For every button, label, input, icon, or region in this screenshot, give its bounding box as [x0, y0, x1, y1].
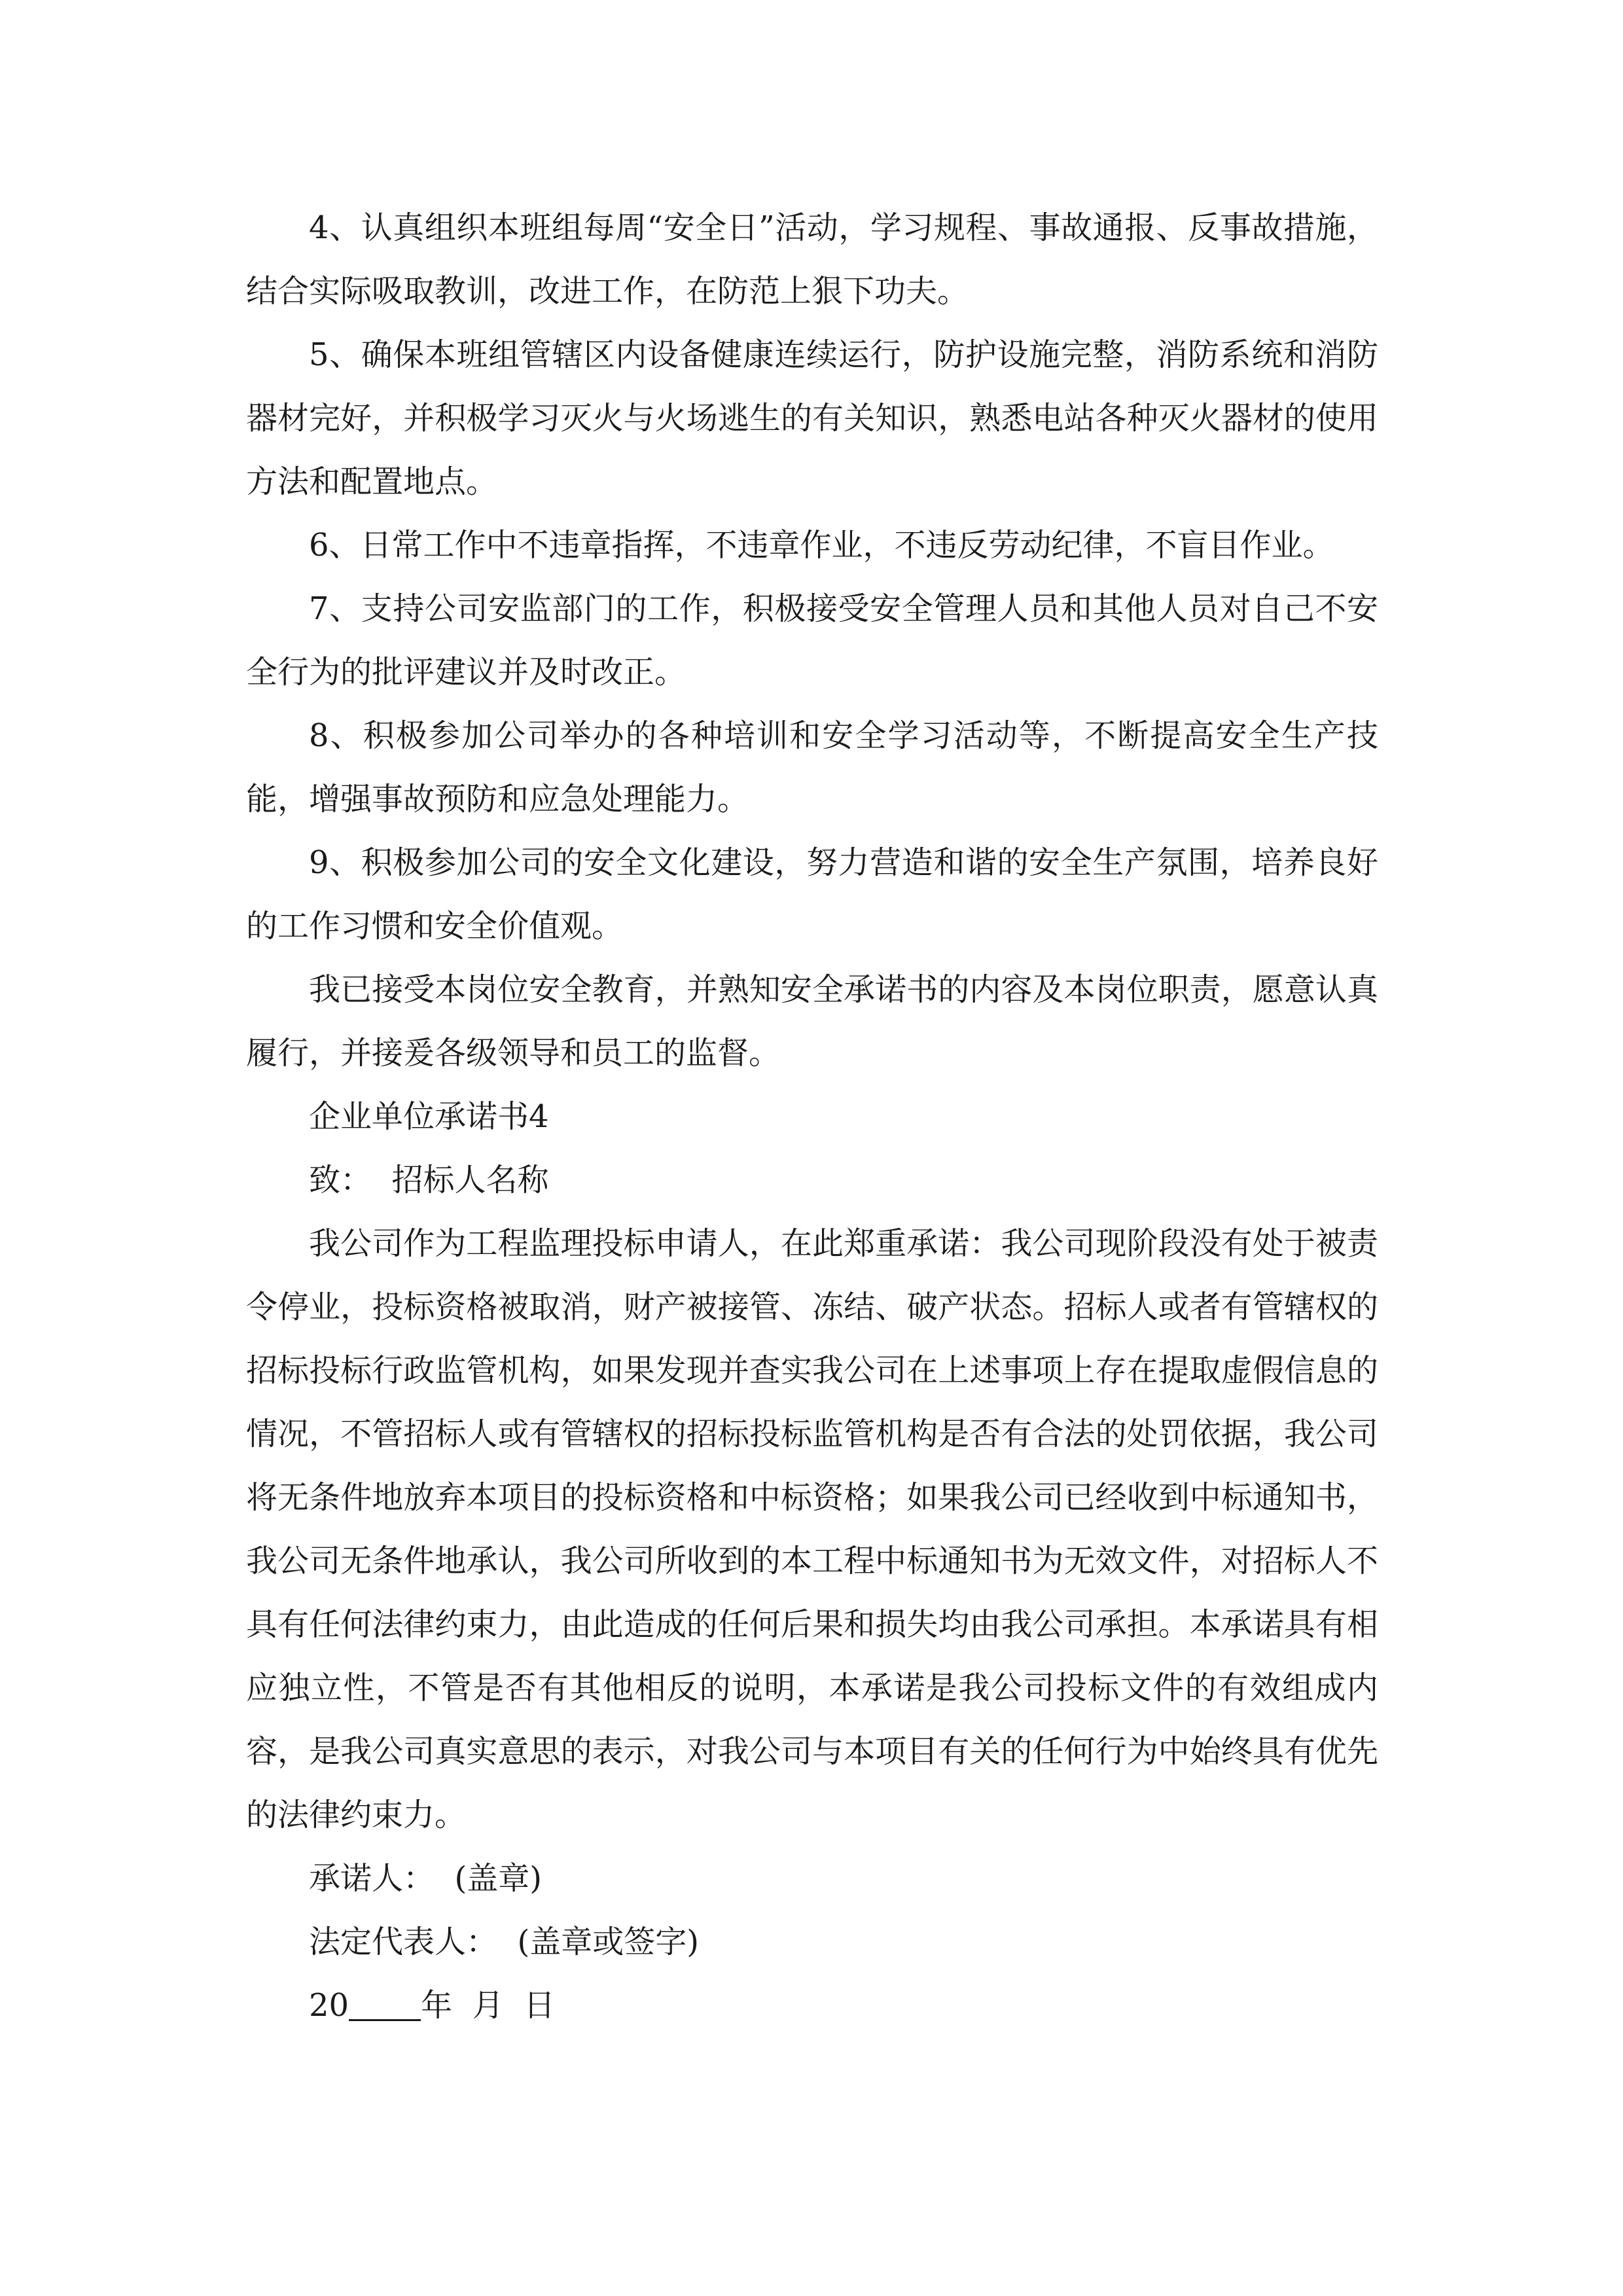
promisor-line: 承诺人： (盖章) — [309, 1860, 542, 1897]
section-title: 企业单位承诺书4 — [309, 1098, 549, 1135]
paragraph-item-8: 8、积极参加公司举办的各种培训和安全学习活动等，不断提高安全生产技能，增强事故预防和应急处理能力。 — [246, 717, 1378, 817]
legal-representative-line: 法定代表人： (盖章或签字) — [309, 1924, 699, 1960]
paragraph-item-7: 7、支持公司安监部门的工作，积极接受安全管理人员和其他人员对自己不安全行为的批评建议并及时改正。 — [246, 590, 1378, 691]
paragraph-item-6: 6、日常工作中不违章指挥，不违章作业，不违反劳动纪律，不盲目作业。 — [309, 527, 1334, 564]
acknowledgement-paragraph: 我已接受本岗位安全教育，并熟知安全承诺书的内容及本岗位职责，愿意认真履行，并接爰各级领导和员工的监督。 — [246, 971, 1378, 1071]
paragraph-item-4: 4、认真组织本班组每周“安全日”活动，学习规程、事故通报、反事故措施，结合实际吸取教训，改进工作，在防范上狠下功夫。 — [246, 209, 1378, 310]
document-body — [246, 196, 1378, 2037]
commitment-paragraph: 我公司作为工程监理投标申请人，在此郑重承诺：我公司现阶段没有处于被责令停业，投标资格被取消，财产被接管、冻结、破产状态。招标人或者有管辖权的招标投标行政监管机构，如果发现并查实我公司在上述事项上存在提取虚假信息的情况，不管招标人或有管辖权的招标投标监管机构是否有合法的处罚依据，我公司将无条件地放弃本项目的投标资格和中标资格；如果我公司已经收到中标通知书，我公司无条件地承认，我公司所收到的本工程中标通知书为无效文件，对招标人不具有任何法律约束力，由此造成的任何后果和损失均由我公司承担。本承诺具有相应独立性，不管是否有其他相反的说明，本承诺是我公司投标文件的有效组成内容，是我公司真实意思的表示，对我公司与本项目有关的任何行为中始终具有优先的法律约束力。 — [246, 1225, 1378, 1833]
date-suffix: 年 月 日 — [421, 1987, 556, 2024]
date-line — [246, 1974, 1378, 2037]
addressee-line: 致： 招标人名称 — [309, 1162, 549, 1198]
paragraph-item-9: 9、积极参加公司的安全文化建设，努力营造和谐的安全生产氛围，培养良好的工作习惯和安全价值观。 — [246, 844, 1378, 944]
date-year-prefix: 20 — [309, 1987, 349, 2024]
date-blank-underline — [349, 1988, 421, 2021]
paragraph-item-5: 5、确保本班组管辖区内设备健康连续运行，防护设施完整，消防系统和消防器材完好，并积极学习灭火与火场逃生的有关知识，熟悉电站各种灭火器材的使用方法和配置地点。 — [246, 336, 1378, 500]
